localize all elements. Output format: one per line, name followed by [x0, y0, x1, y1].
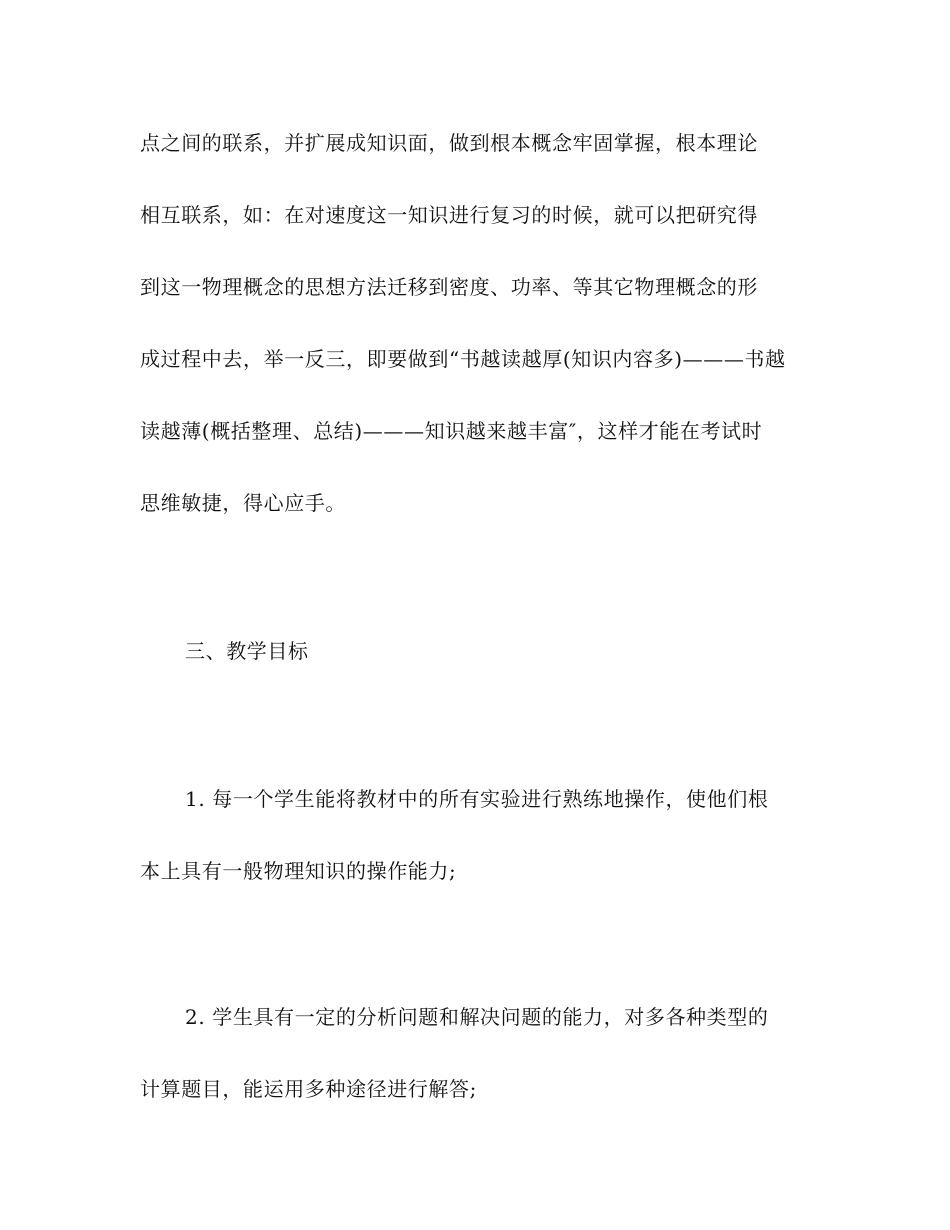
section-heading: 三、教学目标: [185, 639, 309, 663]
list-item-2-line: 计算题目，能运用多种途径进行解答;: [140, 1077, 477, 1101]
paragraph-line: 到这一物理概念的思想方法迁移到密度、功率、等其它物理概念的形: [140, 275, 758, 299]
paragraph-line: 成过程中去，举一反三，即要做到“书越读越厚(知识内容多)———书越: [140, 347, 786, 371]
paragraph-line: 相互联系，如：在对速度这一知识进行复习的时候，就可以把研究得: [140, 203, 758, 227]
list-item-2-line: 2. 学生具有一定的分析问题和解决问题的能力，对多各种类型的: [185, 1005, 769, 1029]
paragraph-line: 思维敏捷，得心应手。: [140, 491, 346, 515]
list-item-1-line: 本上具有一般物理知识的操作能力;: [140, 859, 457, 883]
paragraph-line: 读越薄(概括整理、总结)———知识越来越丰富″，这样才能在考试时: [140, 419, 763, 443]
list-item-1-line: 1. 每一个学生能将教材中的所有实验进行熟练地操作，使他们根: [185, 787, 769, 811]
paragraph-line: 点之间的联系，并扩展成知识面，做到根本概念牢固掌握，根本理论: [140, 131, 758, 155]
